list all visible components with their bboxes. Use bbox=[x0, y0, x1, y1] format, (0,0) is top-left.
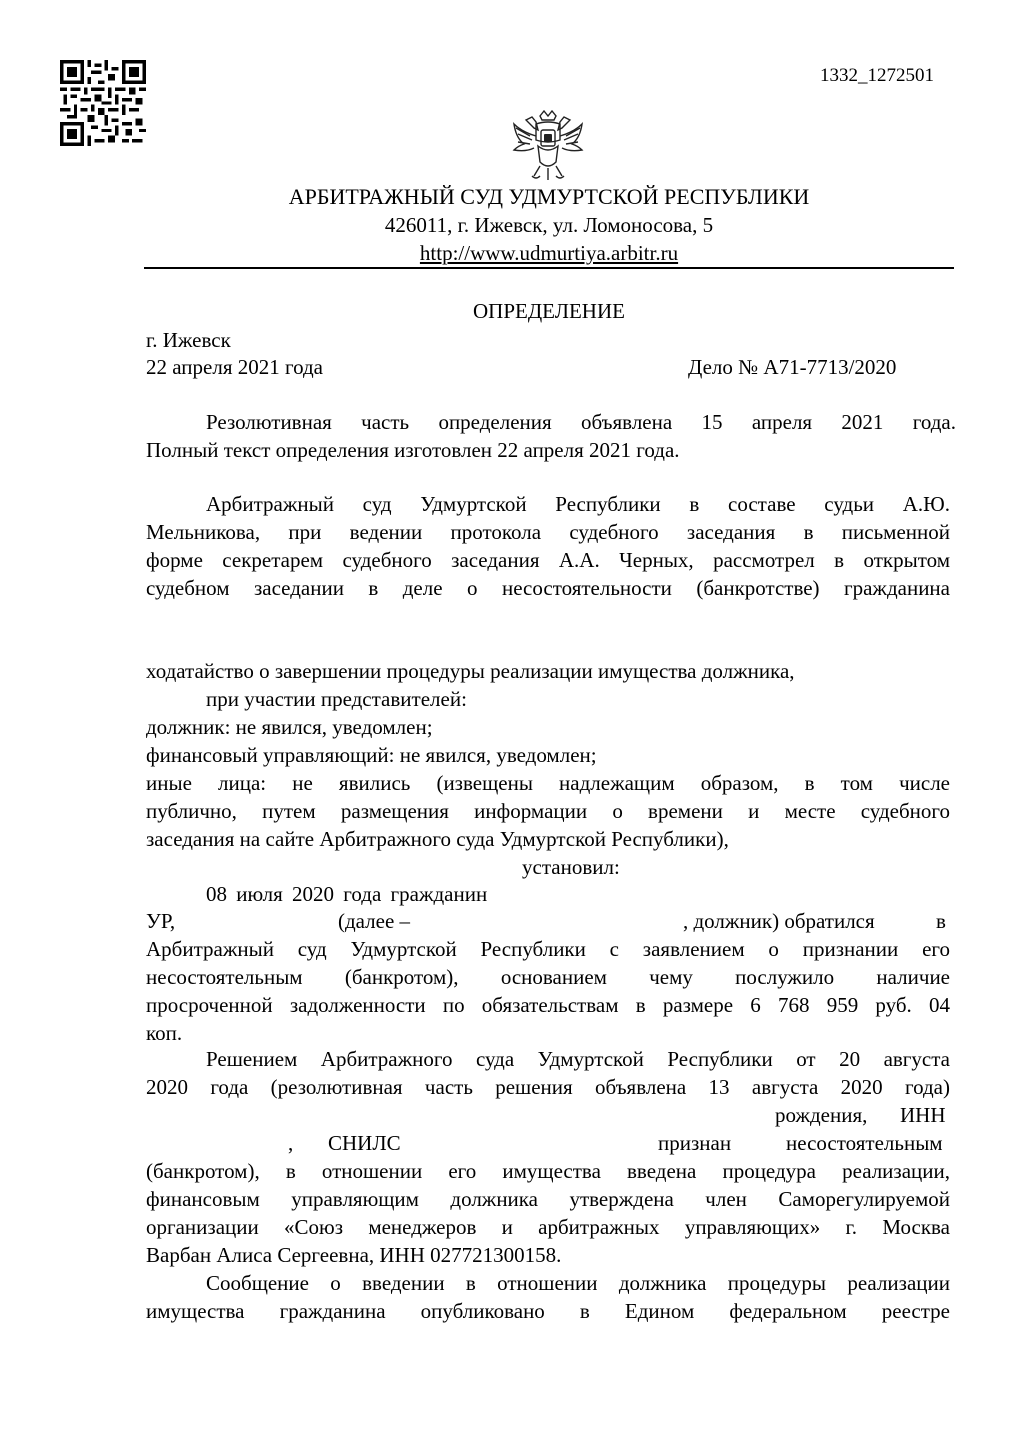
paragraph-4-line-6: коп. bbox=[146, 1021, 183, 1045]
paragraph-5-line-4-part-3: признан bbox=[658, 1131, 732, 1155]
paragraph-5-line-4-part-4: несостоятельным bbox=[786, 1131, 943, 1155]
paragraph-3-line-5: иные лица: не явились (извещены надлежащим образом, в том числе bbox=[146, 771, 950, 795]
paragraph-3-line-7: заседания на сайте Арбитражного суда Удмуртской Республики), bbox=[146, 827, 729, 851]
coat-of-arms-icon bbox=[510, 110, 586, 182]
paragraph-6-line-2: имущества гражданина опубликовано в Едином федеральном реестре bbox=[146, 1299, 950, 1323]
paragraph-5-line-3-part-1: рождения, bbox=[775, 1103, 868, 1127]
paragraph-5-line-2: 2020 года (резолютивная часть решения объявлена 13 августа 2020 года) bbox=[146, 1075, 950, 1099]
paragraph-5-line-7: организации «Союз менеджеров и арбитражных управляющих» г. Москва bbox=[146, 1215, 950, 1239]
paragraph-3-line-4: финансовый управляющий: не явился, уведомлен; bbox=[146, 743, 597, 767]
case-number: Дело № А71-7713/2020 bbox=[688, 355, 897, 379]
paragraph-5-line-1: Решением Арбитражного суда Удмуртской Республики от 20 августа bbox=[206, 1047, 950, 1071]
paragraph-4-line-5: просроченной задолженности по обязательствам в размере 6 768 959 руб. 04 bbox=[146, 993, 950, 1017]
document-code: 1332_1272501 bbox=[820, 65, 934, 86]
paragraph-5-line-5: (банкротом), в отношении его имущества введена процедура реализации, bbox=[146, 1159, 950, 1183]
qr-code-icon bbox=[60, 60, 146, 146]
paragraph-5-line-6: финансовым управляющим должника утверждена член Саморегулируемой bbox=[146, 1187, 950, 1211]
paragraph-1-line-2: Полный текст определения изготовлен 22 апреля 2021 года. bbox=[146, 438, 680, 462]
court-name: АРБИТРАЖНЫЙ СУД УДМУРТСКОЙ РЕСПУБЛИКИ bbox=[288, 184, 810, 209]
paragraph-4-line-3: Арбитражный суд Удмуртской Республики с заявлением о признании его bbox=[146, 937, 950, 961]
established-heading: установил: bbox=[522, 855, 620, 879]
paragraph-3-line-1: ходатайство о завершении процедуры реализации имущества должника, bbox=[146, 659, 795, 683]
paragraph-2-line-2: Мельникова, при ведении протокола судебного заседания в письменной bbox=[146, 520, 950, 544]
document-type: ОПРЕДЕЛЕНИЕ bbox=[473, 299, 625, 323]
paragraph-3-line-6: публично, путем размещения информации о времени и месте судебного bbox=[146, 799, 950, 823]
paragraph-3-line-3: должник: не явился, уведомлен; bbox=[146, 715, 433, 739]
paragraph-4-line-2-part-4: в bbox=[936, 909, 946, 933]
paragraph-4-line-4: несостоятельным (банкротом), основанием чему послужило наличие bbox=[146, 965, 950, 989]
paragraph-2-line-1: Арбитражный суд Удмуртской Республики в составе судьи А.Ю. bbox=[206, 492, 950, 516]
header-divider bbox=[144, 267, 954, 269]
paragraph-2-line-3: форме секретарем судебного заседания А.А. Черных, рассмотрел в открытом bbox=[146, 548, 950, 572]
court-website-link[interactable]: http://www.udmurtiya.arbitr.ru bbox=[419, 241, 679, 265]
document-date: 22 апреля 2021 года bbox=[146, 355, 323, 379]
paragraph-3-line-2: при участии представителей: bbox=[206, 687, 467, 711]
paragraph-2-line-4: судебном заседании в деле о несостоятельности (банкротстве) гражданина bbox=[146, 576, 950, 600]
city: г. Ижевск bbox=[146, 328, 231, 352]
paragraph-5-line-4-part-2: СНИЛС bbox=[328, 1131, 401, 1155]
paragraph-5-line-8: Варбан Алиса Сергеевна, ИНН 027721300158. bbox=[146, 1243, 562, 1267]
paragraph-6-line-1: Сообщение о введении в отношении должника процедуры реализации bbox=[206, 1271, 950, 1295]
paragraph-4-line-2-part-3: , должник) обратился bbox=[683, 909, 875, 933]
court-address: 426011, г. Ижевск, ул. Ломоносова, 5 bbox=[384, 213, 714, 237]
paragraph-1-line-1: Резолютивная часть определения объявлена 15 апреля 2021 года. bbox=[206, 410, 956, 434]
paragraph-5-line-3-part-2: ИНН bbox=[900, 1103, 946, 1127]
paragraph-4-line-2-part-2: (далее – bbox=[338, 909, 411, 933]
paragraph-5-line-4-part-1: , bbox=[288, 1131, 294, 1155]
paragraph-4-line-2-part-1: УР, bbox=[146, 909, 176, 933]
paragraph-4-line-1: 08 июля 2020 года гражданин bbox=[206, 882, 488, 906]
